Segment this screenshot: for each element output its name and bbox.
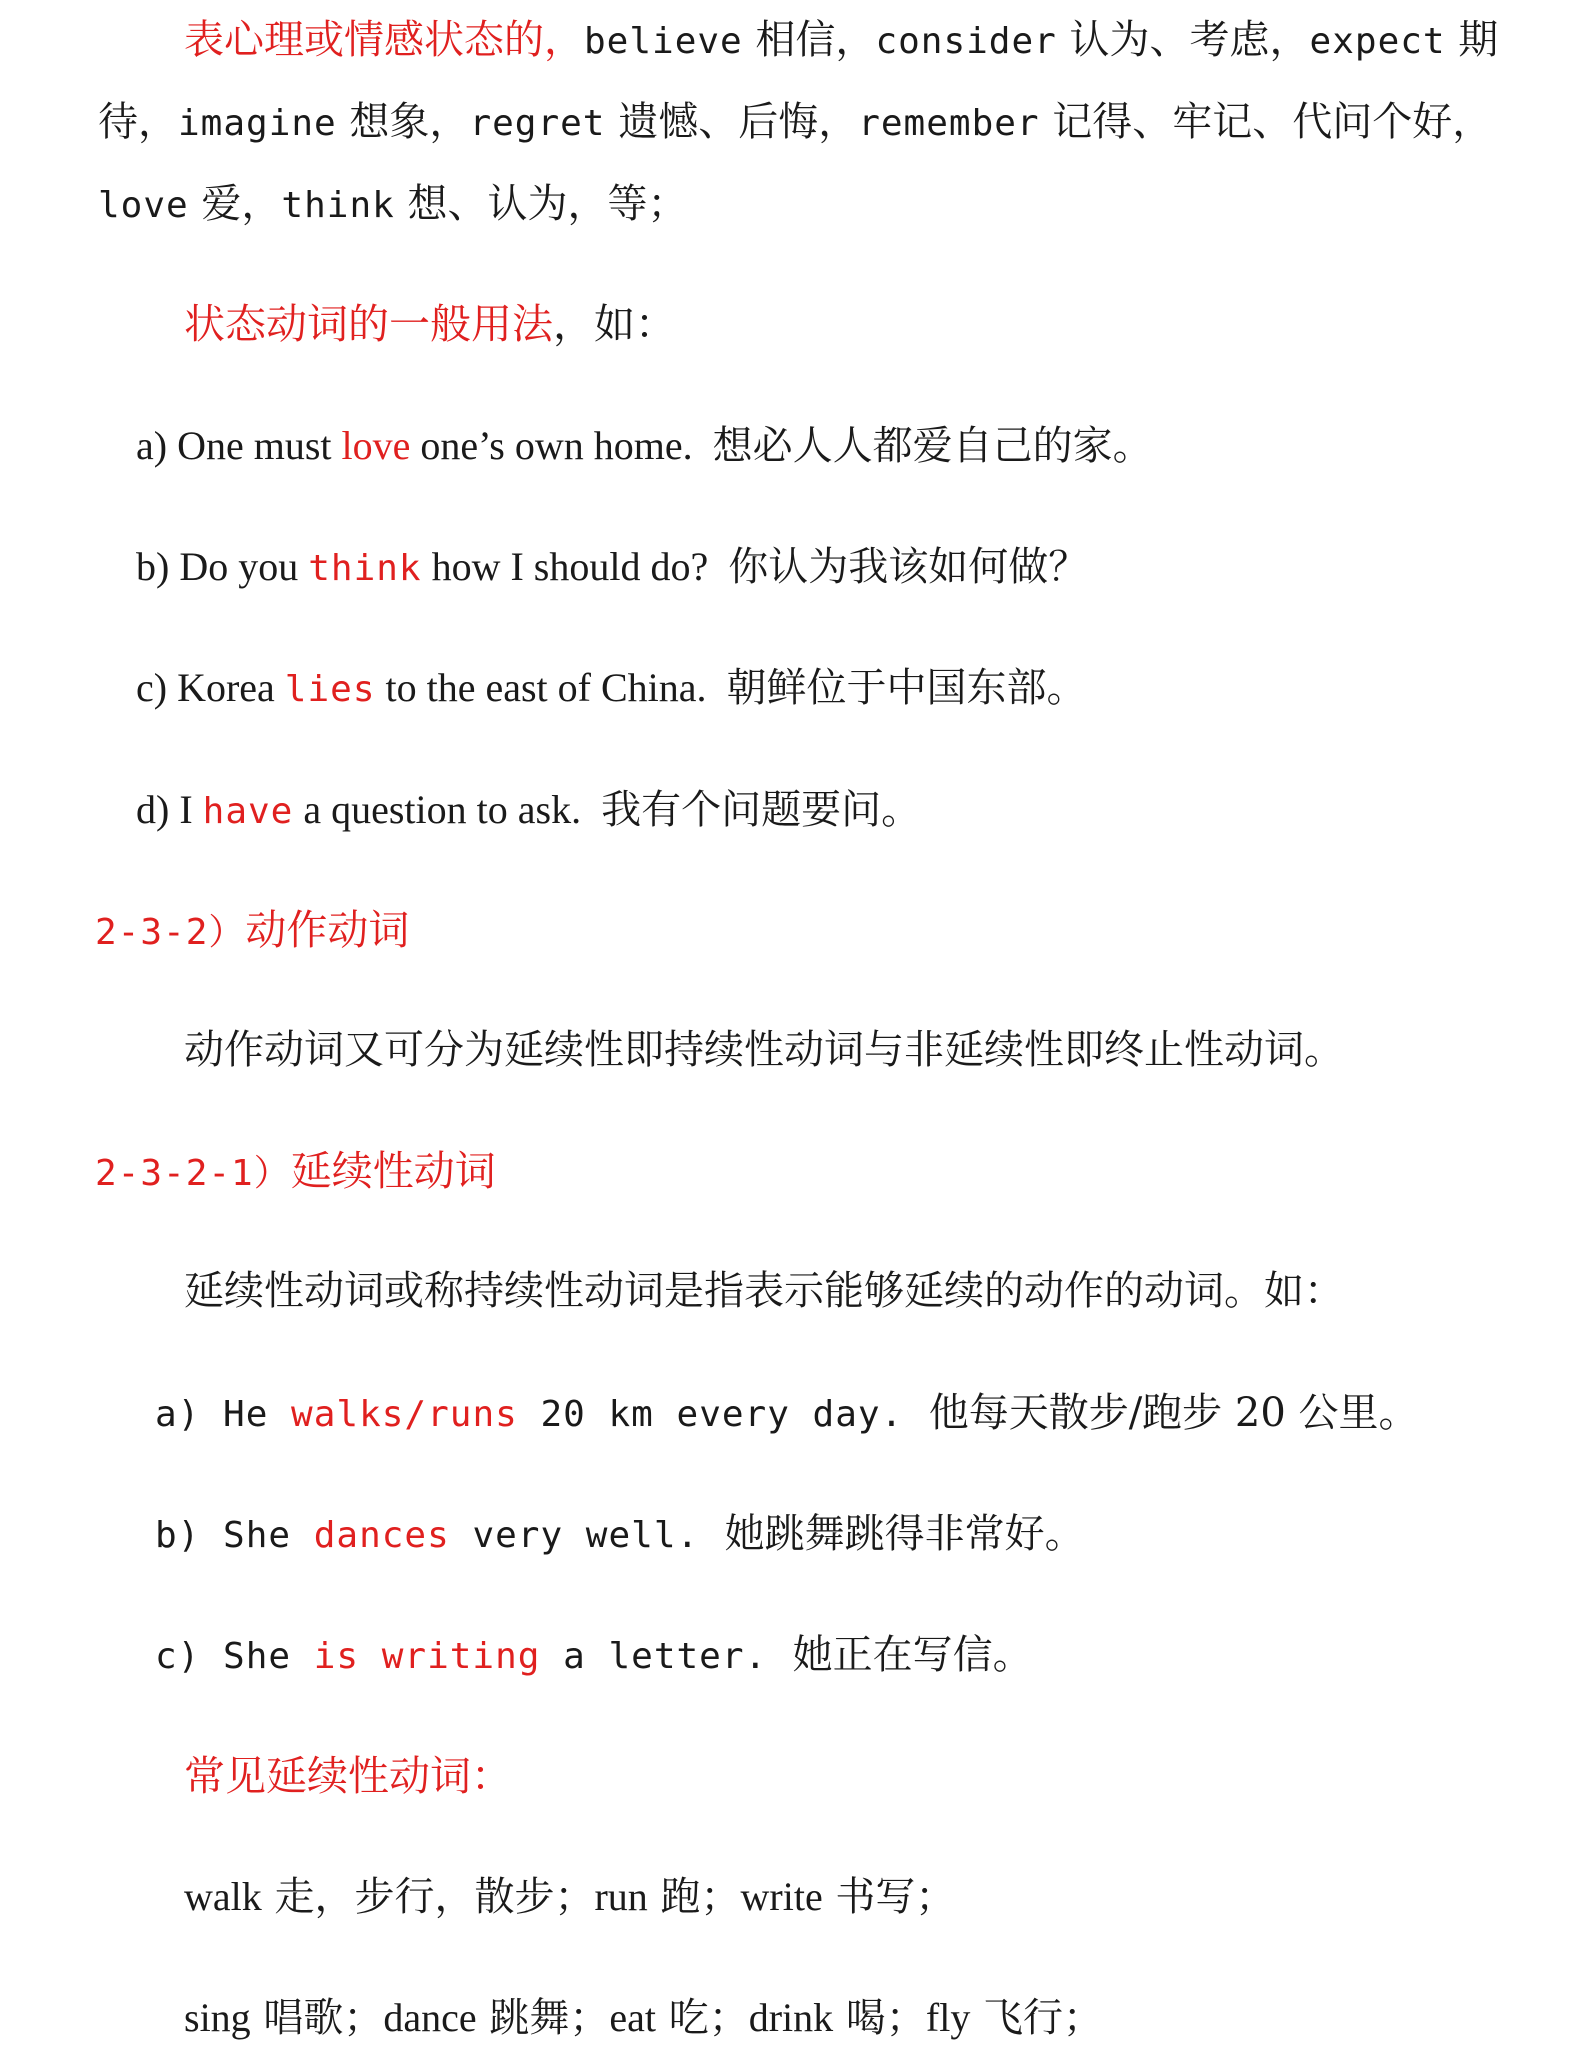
example-verb: think — [308, 548, 422, 589]
common-verbs-heading: 常见延续性动词： — [184, 1752, 512, 1800]
paragraph-line-3: love 爱，think 想、认为，等； — [98, 181, 688, 227]
example-state-b: b) Do you think how I should do? 你认为我该如何做？ — [136, 544, 1089, 590]
common-verbs-line-2: sing 唱歌；dance 跳舞；eat 吃；drink 喝；fly 飞行； — [184, 1995, 1104, 2041]
example-verb: is writing — [313, 1636, 541, 1677]
example-durative-a: a) He walks/runs 20 km every day. 他每天散步/跑步 20 公里。 — [155, 1390, 1419, 1436]
example-durative-c: c) She is writing a letter. 她正在写信。 — [155, 1632, 1033, 1678]
paragraph-line-1: 表心理或情感状态的，believe 相信，consider 认为、考虑，expect 期 — [184, 17, 1499, 63]
usage-heading: 状态动词的一般用法，如： — [184, 300, 676, 348]
mental-state-heading: 表心理或情感状态的， — [184, 17, 584, 63]
common-verbs-line-1: walk 走，步行，散步；run 跑；write 书写； — [184, 1874, 956, 1920]
paragraph-line-2: 待，imagine 想象，regret 遗憾、后悔，remember 记得、牢记、代问个好， — [98, 99, 1493, 145]
example-verb: dances — [313, 1515, 450, 1556]
section-2-3-2-text: 动作动词又可分为延续性即持续性动词与非延续性即终止性动词。 — [184, 1027, 1344, 1073]
example-state-a: a) One must love one’s own home. 想必人人都爱自己的家。 — [136, 423, 1153, 469]
example-verb: have — [202, 791, 294, 832]
example-state-d: d) I have a question to ask. 我有个问题要问。 — [136, 787, 922, 833]
section-heading-2-3-2-1: 2-3-2-1）延续性动词 — [95, 1147, 496, 1195]
example-state-c: c) Korea lies to the east of China. 朝鲜位于中国东部。 — [136, 665, 1087, 711]
example-verb: lies — [284, 669, 376, 710]
section-2-3-2-1-text: 延续性动词或称持续性动词是指表示能够延续的动作的动词。如： — [184, 1268, 1344, 1314]
example-verb: love — [341, 423, 411, 468]
example-durative-b: b) She dances very well. 她跳舞跳得非常好。 — [155, 1511, 1085, 1557]
example-verb: walks/runs — [291, 1394, 518, 1435]
section-heading-2-3-2: 2-3-2）动作动词 — [95, 906, 410, 954]
